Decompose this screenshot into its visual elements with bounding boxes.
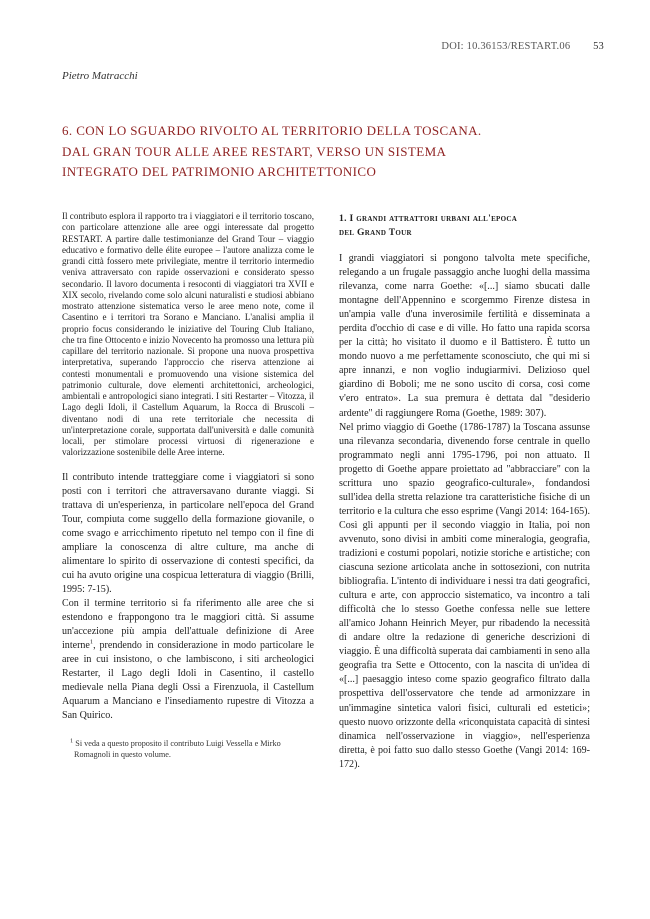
footnote-reference[interactable]: 1 — [89, 638, 94, 646]
footnote-text: Si veda a questo proposito il contributo Luigi Vessella e Mirko Romagnoli in questo volume. — [74, 739, 281, 759]
section-heading — [339, 212, 590, 240]
footnote-marker: 1 — [70, 737, 74, 745]
chapter-title-line: DAL GRAN TOUR ALLE AREE RESTART, VERSO UN SISTEMA — [62, 143, 447, 159]
body-paragraph: Nel primo viaggio di Goethe (1786-1787) la Toscana assunse una rilevanza secondaria, divenendo forse centrale in quello programmato negli anni 1795-1796, poi non attuato. Il progetto di Goethe appare proiettato ad "abbracciare" con la scrittura uno spazio geografico-culturale», fondandosi sull'idea della stretta relazione tra caratteristiche fisiche di un territorio e la cultura che esso esprime (Vangi 2014: 164-165). Così gli appunti per il secondo viaggio in Italia, poi non avvenuto, sono divisi in ambiti come mineralogia, geografia, tradizioni e costumi popolari, notizie storiche e artistiche; con ciascuna sezione articolata anche in sottosezioni, con nutrita bibliografia. L'intento di individuare i nessi tra dati geografici, cultura e arte, con approccio sistematico, va incontro a tali difficoltà che lo stesso Goethe confessa nelle sue lettere all'amico Johann Heinrich Meyer, pur ribadendo la necessità di andare oltre la redazione di generiche descrizioni di viaggio. È una difficoltà superata dai cambiamenti in seno alla geografia tra Sette e Ottocento, con la nascita di un'idea di «[...] paesaggio inteso come spazio geografico filtrato dalla prospettiva dell'osservatore che tende ad armonizzare in un'immagine sintetica valori fisici, culturali ed estetici»; questo nuovo orizzonte della «riconquistata capacità di sintesi dinamica nell'osservazione in viaggio», nell'esperienza diretta, è poi fatto suo dallo stesso Goethe (Vangi 2014: 169-172). — [339, 421, 590, 770]
author-name: Pietro Matracchi — [62, 70, 138, 82]
body-paragraph: I grandi viaggiatori si pongono talvolta mete specifiche, relegando a un frugale passaggio anche luoghi della massima rilevanza, come narra Goethe: «[...] siamo sbucati dalle montagne dell'Appennino e scorgemmo Firenze distesa in un'ampia valle d'una inverosimile fertilità e disseminata a perdita d'occhio di case e di ville. Ho fatto una rapida scorsa per la città; ho visitato il duomo e il Battistero. È tutto un mondo nuovo a me perfettamente sconosciuto, che qui mi si apre innanzi, e non voglio indugiarmivi. Delizioso quel giardino di Boboli; me ne sono uscito di corsa, così come v'ero entrato». La sua premura è dettata dal "desiderio ardente" di raggiungere Roma (Goethe, 1989: 307). — [339, 253, 590, 419]
body-paragraph: Il contributo intende tratteggiare come i viaggiatori si sono posti con i territori che attraversavano durante viaggi. Si trattava di un'esperienza, in particolare nell'epoca del Grand Tour, compiuta come suggello della formazione giovanile, o come svago e arricchimento ripetuto nel tempo con il fine di ampliare la conoscenza di altre culture, ma anche di alimentare lo spirito di osservazione di contesti specifici, da cui ha avuto origine una cospicua letteratura di viaggio (Brilli, 1995: 7-15). — [62, 471, 314, 595]
page-number: 53 — [593, 41, 604, 52]
running-head — [441, 41, 604, 52]
body-paragraph — [62, 597, 314, 723]
chapter-title-line: 6. CON LO SGUARDO RIVOLTO AL TERRITORIO DELLA TOSCANA. — [62, 123, 482, 138]
chapter-title — [62, 121, 602, 183]
section-heading-line: 1. I grandi attrattori urbani all'epoca — [339, 213, 518, 224]
doi-label: DOI: 10.36153/RESTART.06 — [441, 41, 571, 52]
section-heading-line: del Grand Tour — [339, 227, 412, 238]
body-text: Con il termine territorio si fa riferimento alle aree che si estendono e frappongono tra le maggiori città. Si assume un'accezione più ampia dell'attuale definizione di Aree interne — [62, 597, 314, 652]
body-text: , prendendo in considerazione in modo particolare le aree in cui insistono, o che lambiscono, i siti archeologici Restarter, il Lago degli Idoli in Casentino, il castello medievale nella Piana degli Ossi a Firenzuola, il Castellum Aquarum a Manciano e l'insediamento rupestre di Vitozza a San Quirico. — [62, 640, 314, 722]
abstract: Il contributo esplora il rapporto tra i viaggiatori e il territorio toscano, con particolare attenzione alle aree oggi interessate dal progetto RESTART. A partire dalle testimonianze del Grand Tour – viaggio educativo e formativo delle élite europee – l'autore analizza come le grandi città fossero mete privilegiate, mentre il territorio intermedio veniva attraversato con rapide osservazioni e considerato spesso secondario. Il lavoro documenta i resoconti di viaggiatori tra XVII e XIX secolo, rivelando come solo alcuni naturalisti e studiosi abbiano mostrato attenzione sistematica verso le aree meno note, come il Casentino e i territori tra Sorano e Manciano. L'analisi amplia il proprio focus considerando le iniziative del Touring Club Italiano, che tra fine Ottocento e inizio Novecento ha promosso una lettura più capillare del territorio nazionale. Si propone una nuova prospettiva interpretativa, superando l'approccio che riserva attenzione ai contesti monumentali e promuovendo una visione sistemica del patrimonio culturale, dove elementi architettonici, archeologici, ambientali e antropologici siano integrati. I siti Restarter – Vitozza, il Lago degli Idoli, il Castellum Aquarum, la Rocca di Bruscoli – diventano nodi di una rete territoriale che necessita di un'interpretazione corale, supportata dall'università e dalle comunità locali, per stimolare processi virtuosi di rigenerazione e valorizzazione sostenibile delle Aree interne. — [62, 211, 314, 458]
chapter-title-line: INTEGRATO DEL PATRIMONIO ARCHITETTONICO — [62, 164, 377, 179]
left-column — [62, 211, 314, 760]
footnote — [62, 739, 314, 760]
right-column — [339, 212, 590, 772]
